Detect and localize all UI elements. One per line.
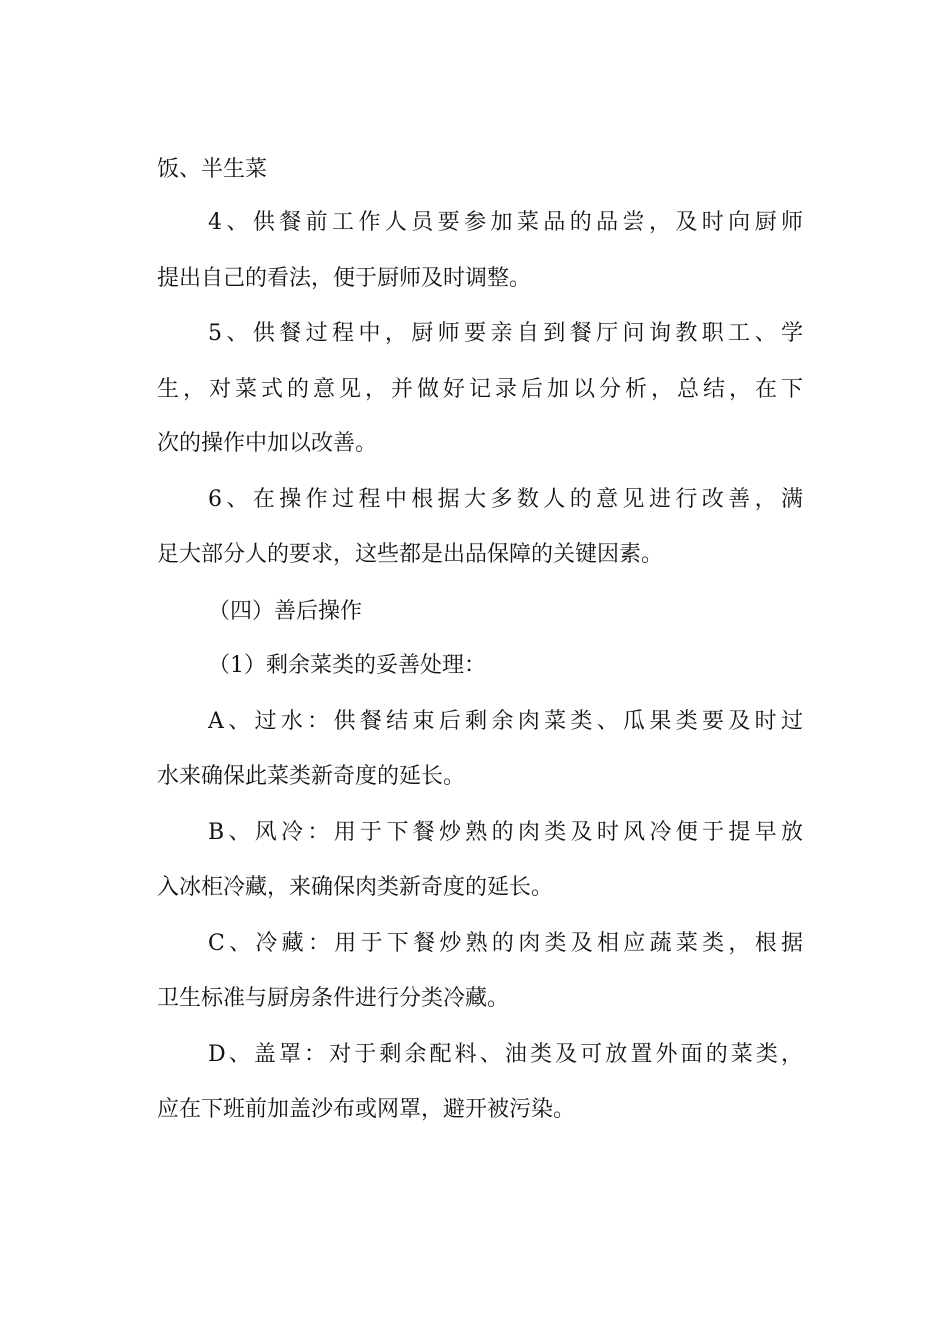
subsection-heading: （1）剩余菜类的妥善处理： <box>208 653 486 678</box>
item-d-line-2: 应在下班前加盖沙布或网罩，避开被污染。 <box>157 1097 576 1122</box>
paragraph-6-line-1: 6、在操作过程中根据大多数人的意见进行改善，满 <box>208 487 803 512</box>
paragraph-4-line-1: 4、供餐前工作人员要参加菜品的品尝，及时向厨师 <box>208 210 803 235</box>
paragraph-5-line-1: 5、供餐过程中，厨师要亲自到餐厅问询教职工、学 <box>208 321 803 346</box>
item-b-line-2: 入冰柜冷藏，来确保肉类新奇度的延长。 <box>157 875 554 900</box>
item-a-line-1: A、过水：供餐结束后剩余肉菜类、瓜果类要及时过 <box>208 709 803 734</box>
paragraph-5-line-2: 生，对菜式的意见，并做好记录后加以分析，总结，在下 <box>157 377 803 402</box>
item-c-line-2: 卫生标准与厨房条件进行分类冷藏。 <box>157 986 510 1011</box>
section-heading: （四）善后操作 <box>208 599 363 624</box>
item-a-line-2: 水来确保此菜类新奇度的延长。 <box>157 764 466 789</box>
item-d-line-1: D、盖罩：对于剩余配料、油类及可放置外面的菜类， <box>208 1042 803 1067</box>
paragraph-4-line-2: 提出自己的看法，便于厨师及时调整。 <box>157 266 532 291</box>
text-line: 饭、半生菜 <box>157 157 268 182</box>
item-c-line-1: C、冷藏：用于下餐炒熟的肉类及相应蔬菜类，根据 <box>208 931 803 956</box>
item-b-line-1: B、风冷：用于下餐炒熟的肉类及时风冷便于提早放 <box>208 820 803 845</box>
paragraph-5-line-3: 次的操作中加以改善。 <box>157 431 378 456</box>
paragraph-6-line-2: 足大部分人的要求，这些都是出品保障的关键因素。 <box>157 542 664 567</box>
